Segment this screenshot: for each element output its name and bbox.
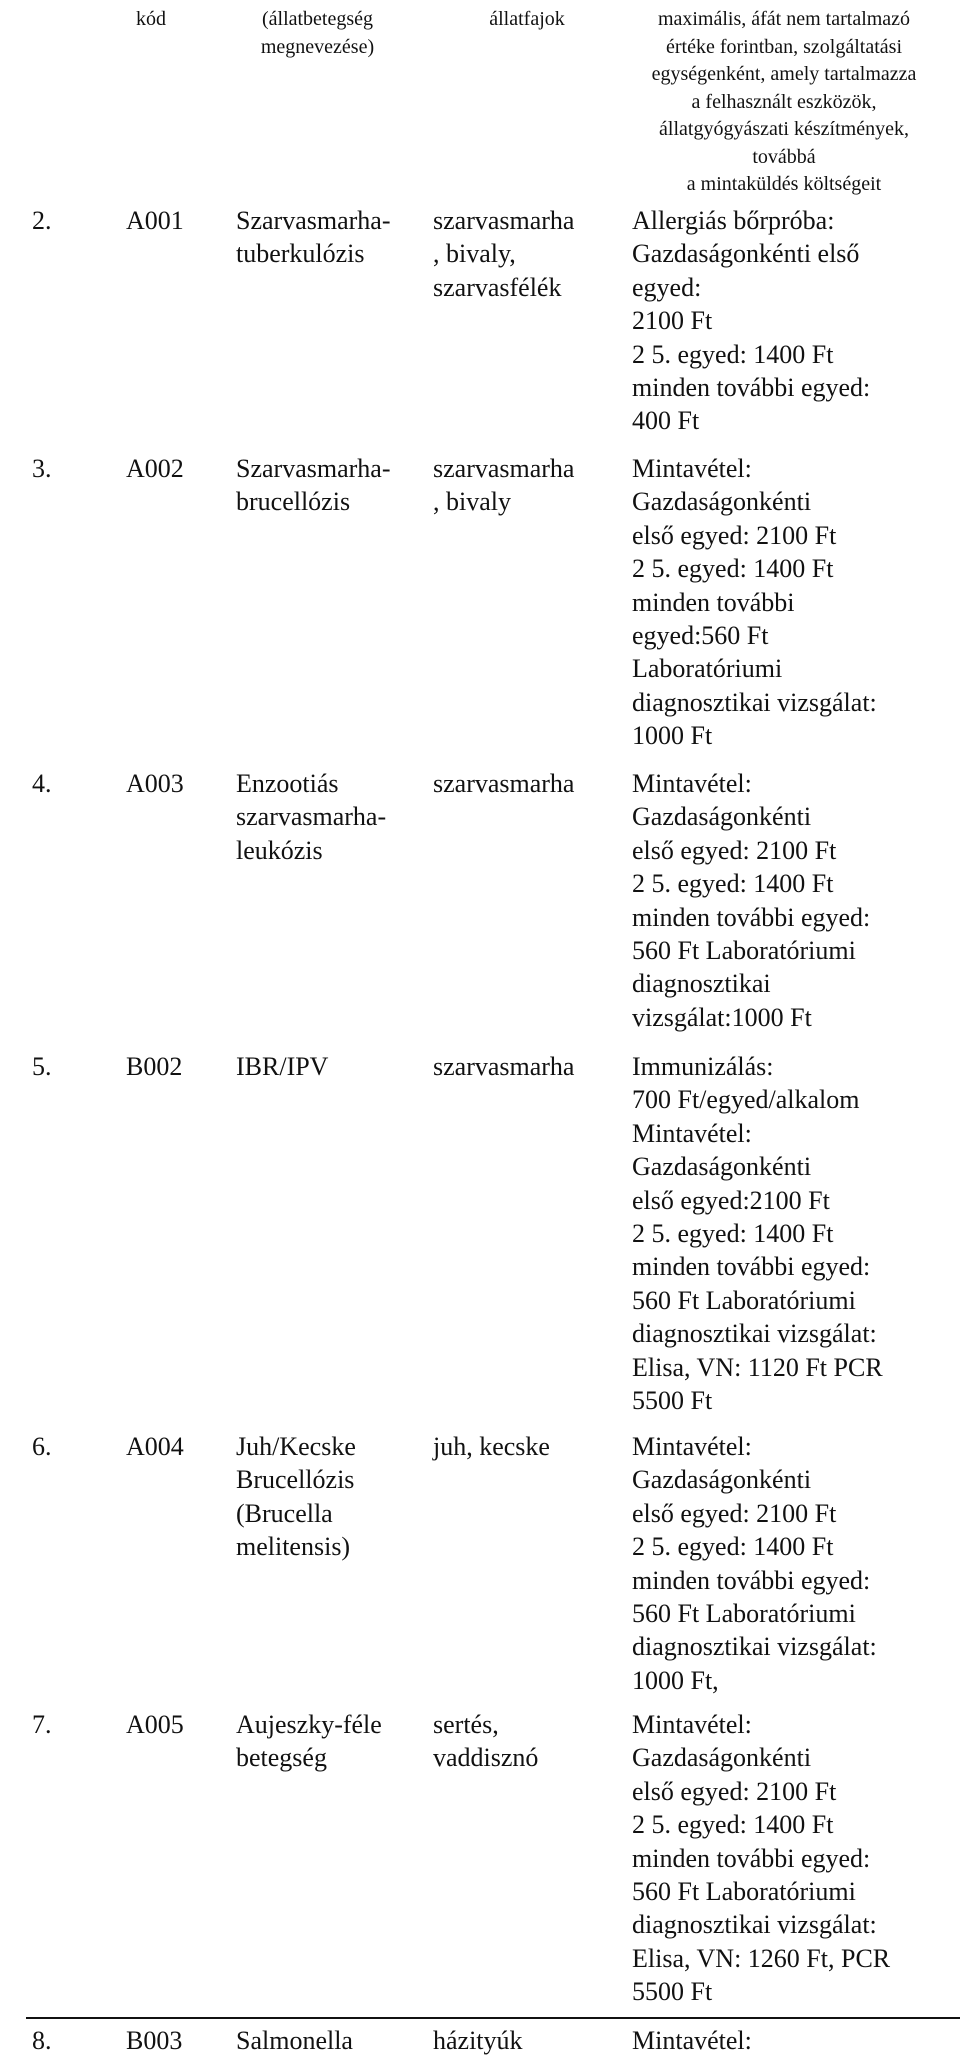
animal-species: házityúk xyxy=(433,2026,523,2055)
disease-code: A005 xyxy=(126,1710,184,1739)
disease-code: A003 xyxy=(126,769,184,798)
disease-name: Juh/Kecske Brucellózis (Brucella melitensis) xyxy=(236,1432,356,1562)
disease-name: Salmonella xyxy=(236,2026,353,2055)
price-details: Mintavétel: Gazdaságonkénti első egyed: 2100 Ft 2 5. egyed: 1400 Ft minden további egyed:560 Ft Laboratóriumi diagnosztikai vizsgálat: 1000 Ft xyxy=(632,454,877,751)
animal-species: juh, kecske xyxy=(433,1432,550,1461)
animal-species: sertés, vaddisznó xyxy=(433,1710,539,1773)
row-number: 8. xyxy=(32,2026,52,2055)
row-number: 2. xyxy=(32,206,52,235)
row-number: 3. xyxy=(32,454,52,483)
header-code: kód xyxy=(136,8,166,30)
animal-species: szarvasmarha , bivaly, szarvasfélék xyxy=(433,206,575,302)
price-details: Allergiás bőrpróba: Gazdaságonkénti első egyed: 2100 Ft 2 5. egyed: 1400 Ft minden további egyed: 400 Ft xyxy=(632,206,871,436)
disease-name: Aujeszky-féle betegség xyxy=(236,1710,382,1773)
disease-code: B003 xyxy=(126,2026,183,2055)
disease-name: Enzootiás szarvasmarha- leukózis xyxy=(236,769,387,865)
disease-code: A002 xyxy=(126,454,184,483)
price-details: Immunizálás: 700 Ft/egyed/alkalom Mintavétel: Gazdaságonkénti első egyed:2100 Ft 2 5. egyed: 1400 Ft minden további egyed: 560 Ft Laboratóriumi diagnosztikai vizsgálat: Elisa, VN: 1120 Ft PCR 5500 Ft xyxy=(632,1052,883,1416)
price-details: Mintavétel: xyxy=(632,2026,752,2055)
header-max-price: maximális, áfát nem tartalmazó értéke forintban, szolgáltatási egységenként, amely tartalmazza a felhasznált eszközök, állatgyógyászati készítmények, továbbá a mintaküldés költségeit xyxy=(651,8,917,195)
animal-species: szarvasmarha xyxy=(433,1052,575,1081)
animal-species: szarvasmarha , bivaly xyxy=(433,454,575,517)
row-number: 6. xyxy=(32,1432,52,1461)
price-details: Mintavétel: Gazdaságonkénti első egyed: 2100 Ft 2 5. egyed: 1400 Ft minden további egyed: 560 Ft Laboratóriumi diagnosztikai vizsgálat: 1000 Ft, xyxy=(632,1432,877,1695)
header-disease-name: (állatbetegség megnevezése) xyxy=(260,8,375,58)
table-rule xyxy=(26,2017,960,2019)
animal-species: szarvasmarha xyxy=(433,769,575,798)
row-number: 4. xyxy=(32,769,52,798)
price-details: Mintavétel: Gazdaságonkénti első egyed: 2100 Ft 2 5. egyed: 1400 Ft minden további egyed: 560 Ft Laboratóriumi diagnosztikai vizsgálat:1000 Ft xyxy=(632,769,871,1032)
disease-name: Szarvasmarha- tuberkulózis xyxy=(236,206,391,269)
disease-code: A004 xyxy=(126,1432,184,1461)
row-number: 5. xyxy=(32,1052,52,1081)
disease-name: Szarvasmarha- brucellózis xyxy=(236,454,391,517)
disease-code: B002 xyxy=(126,1052,183,1081)
disease-code: A001 xyxy=(126,206,184,235)
header-species: állatfajok xyxy=(489,8,565,30)
disease-name: IBR/IPV xyxy=(236,1052,329,1081)
row-number: 7. xyxy=(32,1710,52,1739)
price-details: Mintavétel: Gazdaságonkénti első egyed: 2100 Ft 2 5. egyed: 1400 Ft minden további egyed: 560 Ft Laboratóriumi diagnosztikai vizsgálat: Elisa, VN: 1260 Ft, PCR 5500 Ft xyxy=(632,1710,891,2007)
